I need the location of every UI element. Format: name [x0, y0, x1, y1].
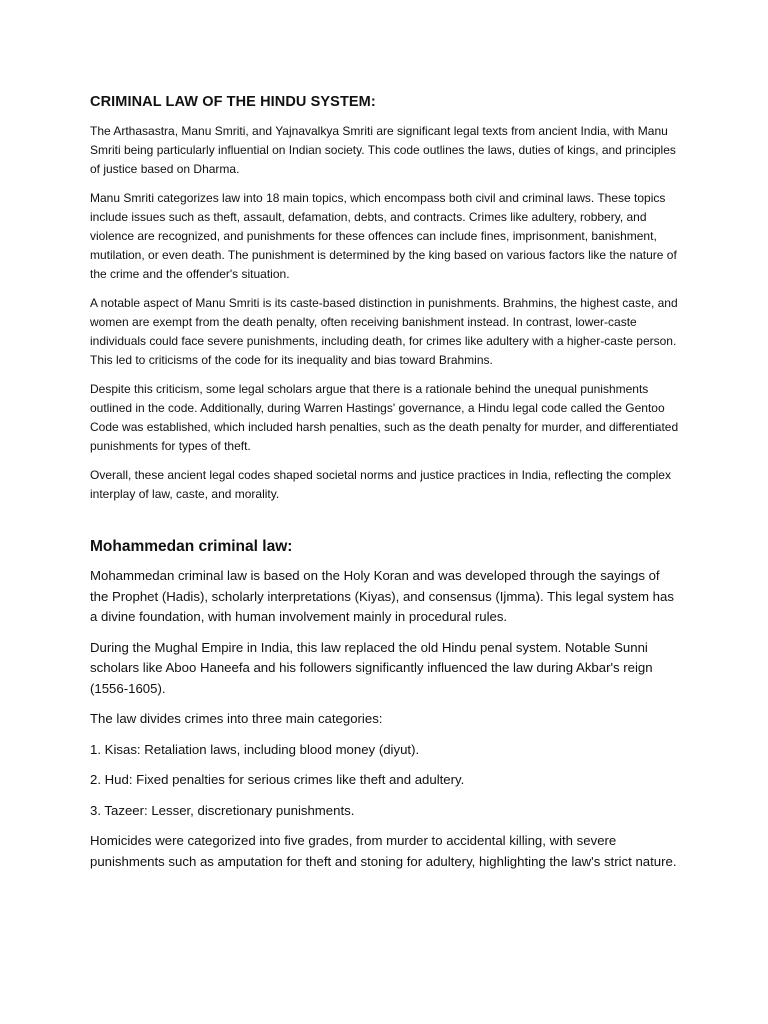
paragraph: The Arthasastra, Manu Smriti, and Yajnavalkya Smriti are significant legal texts from ancient India, with Manu Smriti being particularly influential on Indian society. This code outlines the laws, duties of kings, and principles of justice based on Dharma. [90, 124, 676, 176]
list-item: 3. Tazeer: Lesser, discretionary punishments. [90, 802, 355, 818]
paragraph: A notable aspect of Manu Smriti is its caste-based distinction in punishments. Brahmins, the highest caste, and women are exempt from the death penalty, often receiving banishment instead. In contrast, lower-caste individuals could face severe punishments, including death, for crimes like adultery with a higher-caste person. This led to criticisms of the code for its inequality and bias toward Brahmins. [90, 296, 678, 367]
list-item: 1. Kisas: Retaliation laws, including blood money (diyut). [90, 741, 420, 757]
section-hindu-criminal-law [90, 94, 680, 504]
paragraph: During the Mughal Empire in India, this law replaced the old Hindu penal system. Notable Sunni scholars like Aboo Haneefa and his followers significantly influenced the law during Akbar's reign (1556-1605). [90, 639, 653, 696]
section-mohammedan-criminal-law [90, 538, 680, 872]
section-heading-mohammedan: Mohammedan criminal law: [90, 538, 293, 555]
paragraph: Despite this criticism, some legal scholars argue that there is a rationale behind the unequal punishments outlined in the code. Additionally, during Warren Hastings' governance, a Hindu legal code called the Gentoo Code was established, which included harsh penalties, such as the death penalty for murder, and differentiated punishments for types of theft. [90, 382, 679, 453]
list-item: 2. Hud: Fixed penalties for serious crimes like theft and adultery. [90, 772, 465, 787]
paragraph: Overall, these ancient legal codes shaped societal norms and justice practices in India, reflecting the complex interplay of law, caste, and morality. [90, 468, 671, 501]
paragraph: Homicides were categorized into five grades, from murder to accidental killing, with severe punishments such as amputation for theft and stoning for adultery, highlighting the law's strict nature. [90, 833, 677, 869]
document-page [90, 94, 680, 882]
section-heading-hindu: CRIMINAL LAW OF THE HINDU SYSTEM: [90, 94, 376, 110]
paragraph: Mohammedan criminal law is based on the Holy Koran and was developed through the sayings of the Prophet (Hadis), scholarly interpretations (Kiyas), and consensus (Ijmma). This legal system has a divine foundation, with human involvement mainly in procedural rules. [90, 568, 674, 624]
paragraph: Manu Smriti categorizes law into 18 main topics, which encompass both civil and criminal laws. These topics include issues such as theft, assault, defamation, debts, and contracts. Crimes like adultery, robbery, and violence are recognized, and punishments for these offences can include fines, imprisonment, banishment, mutilation, or even death. The punishment is determined by the king based on various factors like the nature of the crime and the offender's situation. [90, 191, 677, 281]
paragraph: The law divides crimes into three main categories: [90, 711, 383, 726]
